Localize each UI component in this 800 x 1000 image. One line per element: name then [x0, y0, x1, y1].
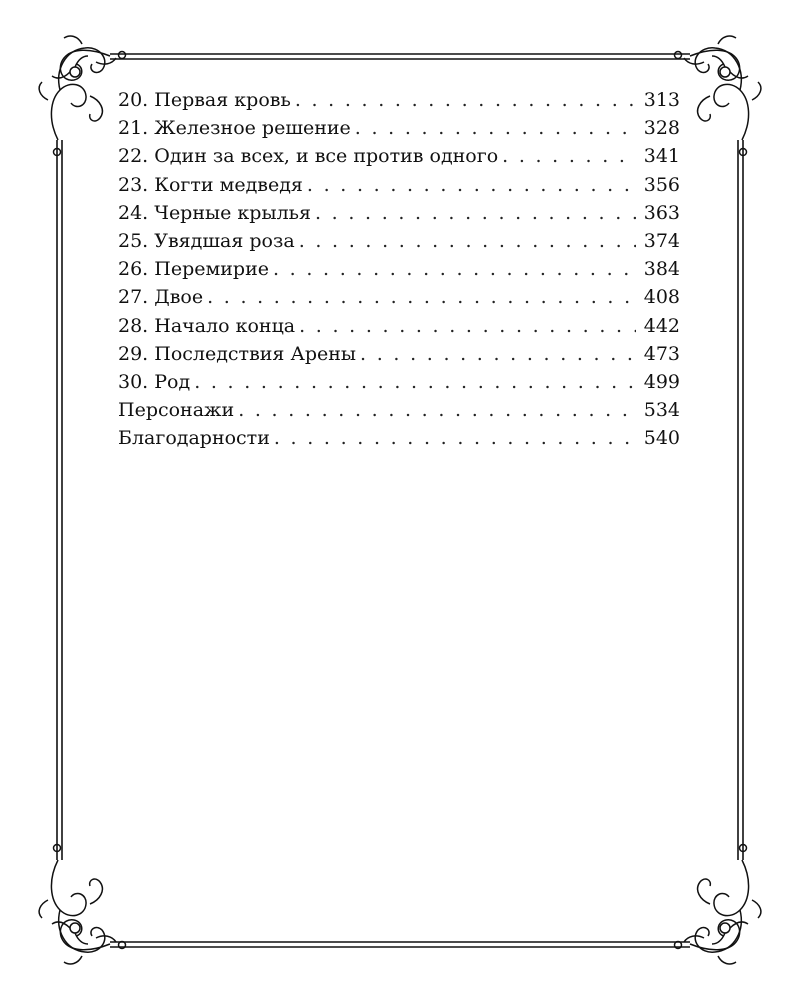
- dot-leader: [311, 199, 636, 227]
- toc-entry-title: 21. Железное решение: [118, 117, 351, 140]
- dot-leader: [356, 340, 636, 368]
- table-of-contents: [118, 86, 680, 452]
- toc-entry-title: 27. Двое: [118, 286, 204, 309]
- toc-entry-page: 408: [643, 286, 680, 309]
- toc-entry[interactable]: [118, 142, 680, 170]
- toc-entry-title: 29. Последствия Арены: [118, 342, 357, 365]
- toc-entry-page: 473: [643, 342, 680, 365]
- toc-entry[interactable]: [118, 312, 680, 340]
- toc-entry[interactable]: [118, 227, 680, 255]
- toc-entry[interactable]: [118, 368, 680, 396]
- dot-leader: [498, 142, 636, 170]
- dot-leader: [351, 114, 636, 142]
- dot-leader: [303, 171, 636, 199]
- dot-leader: [203, 283, 636, 311]
- toc-entry[interactable]: [118, 255, 680, 283]
- toc-entry-page: 442: [643, 314, 680, 337]
- toc-entry[interactable]: [118, 171, 680, 199]
- toc-entry-title: 30. Род: [118, 370, 191, 393]
- toc-entry-page: 540: [643, 427, 680, 450]
- dot-leader: [295, 227, 636, 255]
- toc-entry-title: 25. Увядшая роза: [118, 229, 295, 252]
- toc-entry-title: 23. Когти медведя: [118, 173, 303, 196]
- toc-entry[interactable]: [118, 114, 680, 142]
- toc-entry[interactable]: [118, 283, 680, 311]
- toc-entry-title: 22. Один за всех, и все против одного: [118, 145, 499, 168]
- toc-entry-page: 374: [643, 229, 680, 252]
- toc-entry[interactable]: [118, 86, 680, 114]
- toc-entry-page: 384: [643, 258, 680, 281]
- toc-entry-title: 24. Черные крылья: [118, 201, 311, 224]
- toc-entry-title: Персонажи: [118, 399, 235, 422]
- toc-entry-page: 534: [643, 399, 680, 422]
- toc-entry-page: 341: [643, 145, 680, 168]
- toc-entry-page: 499: [643, 370, 680, 393]
- toc-entry-title: 20. Первая кровь: [118, 89, 291, 111]
- dot-leader: [291, 86, 636, 114]
- toc-entry-page: 356: [643, 173, 680, 196]
- toc-entry[interactable]: [118, 340, 680, 368]
- toc-entry-title: 26. Перемирие: [118, 258, 269, 281]
- toc-entry-page: 313: [643, 89, 680, 111]
- dot-leader: [295, 312, 636, 340]
- toc-entry-title: 28. Начало конца: [118, 314, 296, 337]
- dot-leader: [190, 368, 636, 396]
- toc-entry[interactable]: [118, 199, 680, 227]
- toc-entry[interactable]: [118, 424, 680, 452]
- dot-leader: [269, 255, 636, 283]
- dot-leader: [234, 396, 636, 424]
- toc-entry[interactable]: [118, 396, 680, 424]
- toc-entry-title: Благодарности: [118, 427, 270, 450]
- dot-leader: [270, 424, 636, 452]
- toc-entry-page: 328: [643, 117, 680, 140]
- toc-entry-page: 363: [643, 201, 680, 224]
